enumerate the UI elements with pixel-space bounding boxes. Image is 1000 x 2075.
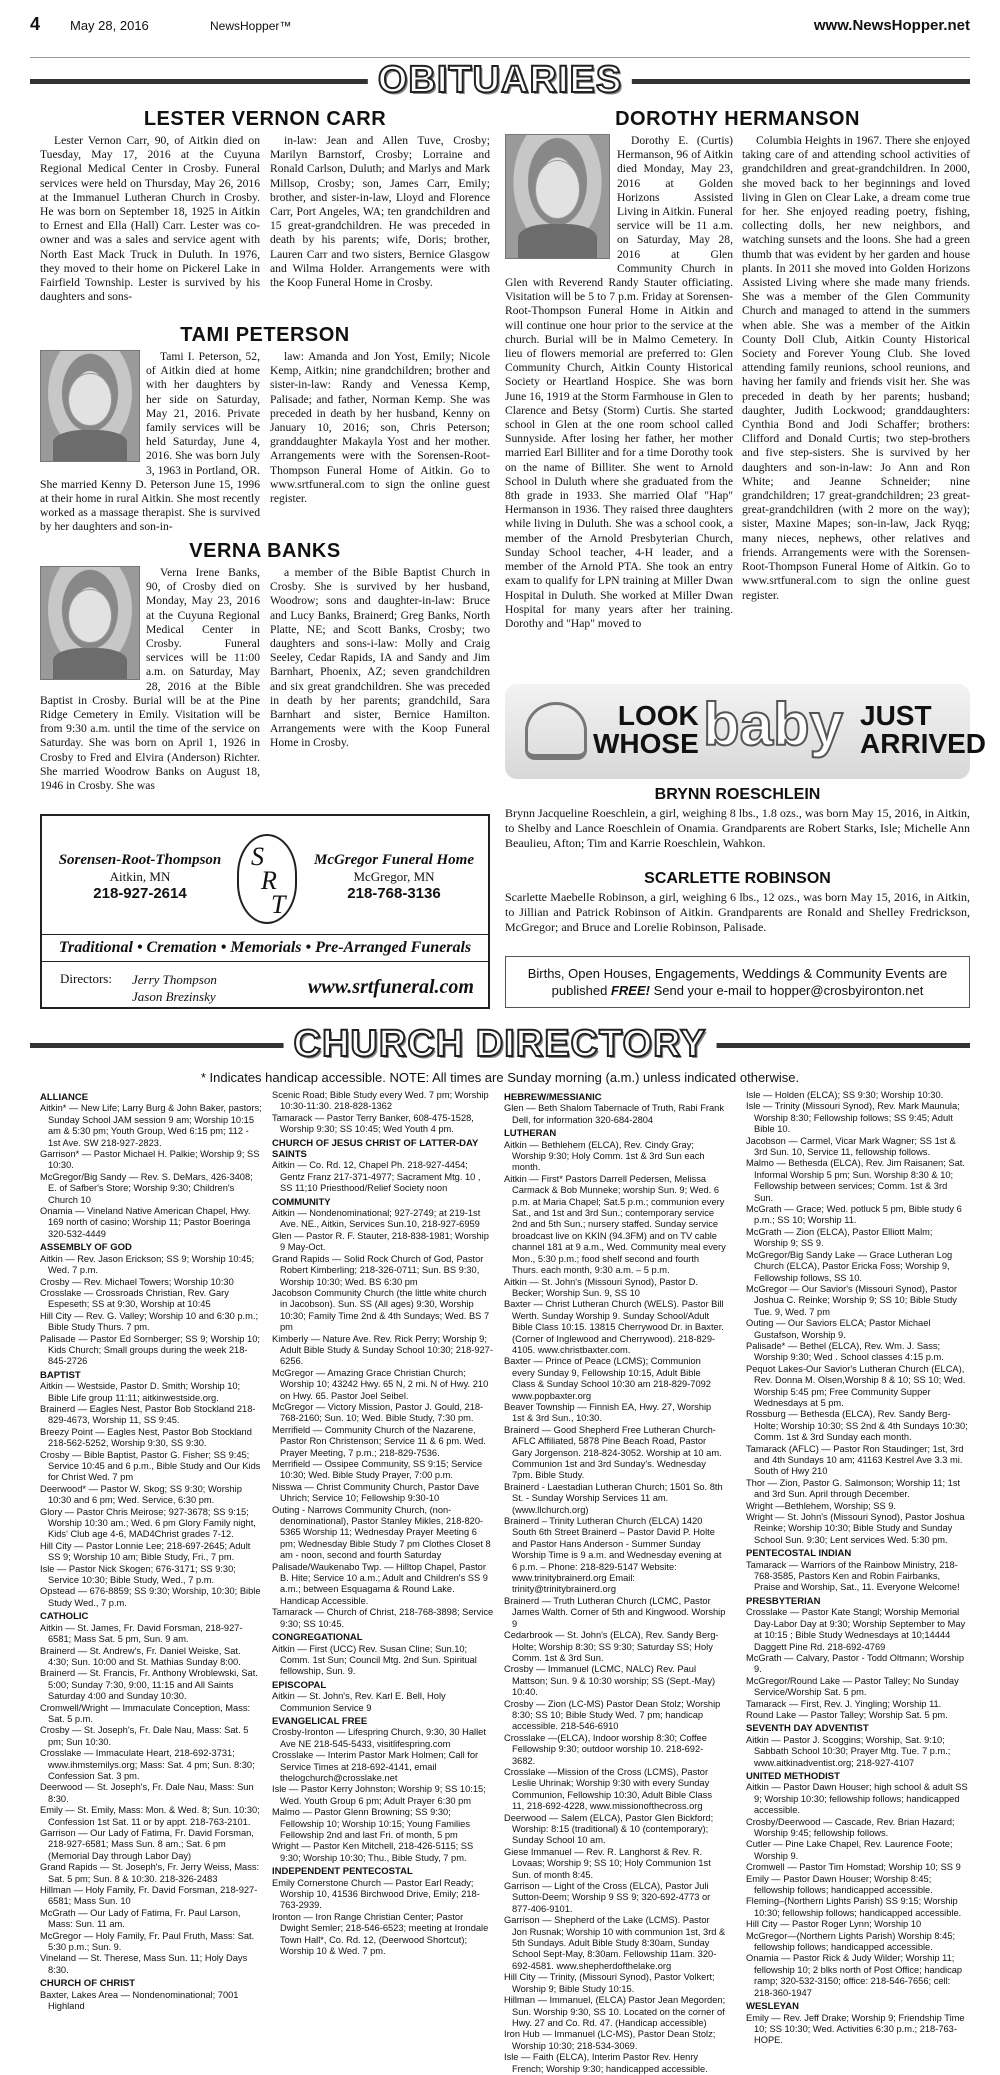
church-listing: Aitkin — Pastor J. Scoggins; Worship, Sat. 9:10; Sabbath School 10:30; Prayer Mtg. Tue. 7 p.m.; www.aitkinadventist.org; 218-927-4107 bbox=[746, 1734, 951, 1768]
church-listing: Aitkin — First (UCC) Rev. Susan Cline; Sun.10; Comm. 1st Sun; Council Mtg. 2nd Sun. Spiritual fellowship, Sun. 9. bbox=[272, 1643, 477, 1677]
church-listing: Beaver Township — Finnish EA, Hwy. 27, Worship 1st & 3rd Sun., 10:30. bbox=[504, 1401, 712, 1424]
church-listing: Wright — St. John's (Missouri Synod), Pastor Joshua Reinke; Worship 10:30; Bible Study and Sunday School Sun. 9:30; Lent services Wed. 5:30 pm. bbox=[746, 1512, 965, 1545]
ad-services: Traditional • Cremation • Memorials • Pre-Arranged Funerals bbox=[42, 934, 488, 962]
church-listing: Brainerd — Truth Lutheran Church (LCMC, Pastor James Walth. Corner of 5th and Kingwood. Worship 9 bbox=[504, 1595, 726, 1629]
denomination-heading: ALLIANCE bbox=[40, 1092, 89, 1103]
church-listing: Crosslake — Pastor Kate Stangl; Worship Memorial Day-Labor Day at 9:30; Worship September to May at 10:15 ; Bible Study Wednesdays at 10;14444 Daggett Pine Rd. 218-692-4769 bbox=[746, 1607, 966, 1652]
church-listing: Crosby — Rev. Michael Towers; Worship 10:30 bbox=[40, 1276, 234, 1287]
church-listing: Aitkin — Westside, Pastor D. Smith; Worship 10; Bible Life group 11:11; aitkinwestside.org. bbox=[40, 1381, 241, 1403]
church-listing: Brainerd — Good Shepherd Free Lutheran Church- AFLC Affiliated, 5878 Pine Beach Road, Pastor Gary Jorgenson. 218-824-3052. Worship at 10 am. Communion 1st and 3rd Sunday's. Wednesday 7pm. Bible Study. bbox=[504, 1424, 722, 1481]
church-listing: Emily — St. Emily, Mass: Mon. & Wed. 8; Sun. 10:30; Confession 1st Sat. 11 or by appt. 218-763-2101. bbox=[40, 1805, 260, 1827]
church-listing: Brainerd – Trinity Lutheran Church (ELCA) 1420 South 6th Street Brainerd – Pastor David P. Holte and Pastor Hans Anderson - Summer Sunday Worship Time is 9 a.m. and Wednesday evening at 6 p.m. – Phone: 218-829-5147 Website: www.trinitybrainerd.org Email: trinity@trinitybrainerd.org bbox=[504, 1516, 722, 1595]
church-listing: Jacobson Community Church (the little white church in Jacobson). Sun. SS (All ages) 9:30, Worship 10:30; Family Time 2nd & 4th Sundays; Wed. BS 7 pm bbox=[272, 1287, 490, 1333]
stroller-icon bbox=[525, 702, 587, 760]
church-listing: Emily — Rev. Jeff Drake; Worship 9; Friendship Time 10; SS 10:30; Wed. Activities 6:30 p.m.; 218-763-HOPE. bbox=[746, 2012, 965, 2046]
church-directory-heading: CHURCH DIRECTORY bbox=[284, 1022, 717, 1066]
church-listing: Hill City — Trinity, (Missouri Synod), Pastor Volkert; Worship 9; Bible Study 10:15. bbox=[504, 1972, 715, 1994]
church-listing: McGregor — Our Savior's (Missouri Synod), Pastor Joshua C. Reinke; Worship 9; SS 10; Bible Study Tue. 9, Wed. 7 pm bbox=[746, 1283, 958, 1317]
church-listing: Wright —Bethlehem, Worship; SS 9. bbox=[746, 1500, 897, 1511]
church-listing: Deerwood — St. Joseph's, Fr. Dale Nau, Mass: Sun 8:30. bbox=[40, 1782, 254, 1804]
church-listing: Aitkin — St. James, Fr. David Forsman, 218-927-6581; Mass Sat. 5 pm, Sun. 9 am. bbox=[40, 1622, 243, 1645]
church-listing: Isle — Holden (ELCA); SS 9:30; Worship 10:30. bbox=[746, 1090, 944, 1100]
birth-text-1: Brynn Jacqueline Roeschlein, a girl, weighing 8 lbs., 1.8 ozs., was born May 15, 2016, in Aitkin, to Shelby and Lance Roeschlein of Onamia. Grandparents are Robert Starks, Isle; Michelle Ann Beaulieu, Afton; Tim and Karrie Roeschlein, Wahkon. bbox=[505, 806, 970, 850]
church-listing: Crosslake — Interim Pastor Mark Holmen; Call for Service Times at 218-692-4141, email thelogchurch@crosslake.net bbox=[272, 1750, 479, 1783]
banner-look: LOOK WHOSE bbox=[593, 700, 699, 759]
obituary-name-banks: VERNA BANKS bbox=[189, 540, 341, 562]
director-1: Jerry Thompson bbox=[132, 972, 217, 987]
issue-date: May 28, 2016 bbox=[70, 18, 149, 33]
church-listing: Cutler — Pine Lake Chapel, Rev. Laurence Foote; Worship 9. bbox=[746, 1839, 953, 1861]
church-listing: Ironton — Iron Range Christian Center; Pastor Dwight Semler; 218-546-6523; meeting at Irondale Town Hall*, Co. Rd. 12, (Deerwood Shortcut); Worship 10 & Wed. 7 pm. bbox=[272, 1911, 489, 1957]
church-listing: Baxter — Christ Lutheran Church (WELS). Pastor Bill Werth. Sunday Worship 9. Sunday School/Adult Bible Class 10:15. 13815 Cherrywood Dr. in Baxter. (Corner of Inglewood and Cherrywood). 218-829-4105. www.christbaxter.com. bbox=[504, 1299, 724, 1355]
denomination-heading: EVANGELICAL FREE bbox=[272, 1715, 368, 1727]
directory-column-4 bbox=[746, 1090, 968, 2046]
church-listing: Aitkin* — New Life; Larry Burg & John Baker, pastors; Sunday School JAM session 9 am; Worship 10:15 am & 5:30 pm; Youth Group, Wed 6:15 pm; 112 - 1st Ave. SW 218-927-2823. bbox=[40, 1103, 262, 1148]
church-listing: Iron Hub — Immanuel (LC-MS), Pastor Dean Stolz; Worship 10:30; 218-534-3069. bbox=[504, 2029, 716, 2051]
obituary-name-hermanson: DOROTHY HERMANSON bbox=[615, 108, 860, 130]
obituary-text-peterson-col1: Tami I. Peterson, 52, of Aitkin died at home with her daughters by her side on Saturday, May 21, 2016. Private family services will be held Saturday, June 4, 2016. She was born July 3, 1963 in Portland, OR. She married Kenny D. Peterson June 15, 1996 at their home in rural Aitkin. She most recently worked as a massage therapist. She is survived by her daughters and son-in- bbox=[40, 350, 260, 534]
church-listing: Brainerd — St. Andrew's, Fr. Daniel Weiske, Sat. 4:30; Sun. 10:00 and St. Mathias Sunday 8:00. bbox=[40, 1645, 241, 1667]
church-listing: McGregor/Round Lake — Pastor Talley; No Sunday Service/Worship Sat. 5 pm. bbox=[746, 1675, 959, 1698]
church-listing: Palisade* — Bethel (ELCA), Rev. Wm. J. Sass; Worship 9:30; Wed . School classes 4:15 p.m. bbox=[746, 1340, 944, 1363]
website-link[interactable]: www.NewsHopper.net bbox=[813, 17, 970, 34]
church-listing: Kimberly — Nature Ave. Rev. Rick Perry; Worship 9; Adult Bible Study & Sunday School 10:30; 218-927-6256. bbox=[272, 1333, 493, 1367]
church-listing: Emily — Pastor Dawn Houser; Worship 8:45; fellowship follows; handicapped accessible. bbox=[746, 1873, 933, 1896]
church-listing: Hill City — Pastor Roger Lynn; Worship 10 bbox=[746, 1919, 922, 1930]
church-listing: Isle — Pastor Nick Skogen; 676-3171; SS 9:30; Service 10:30; Bible Study, Wed., 7 p.m. bbox=[40, 1563, 236, 1586]
denomination-heading: INDEPENDENT PENTECOSTAL bbox=[272, 1866, 413, 1878]
church-listing: Crosby — Bible Baptist, Pastor G. Fisher; SS 9:45; Service 10:45 and 6 p.m., Bible Study and Our Kids for Christ Wed. 7 pm bbox=[40, 1449, 261, 1483]
directory-note: * Indicates handicap accessible. NOTE: All times are Sunday morning (a.m.) unless indicated otherwise. bbox=[200, 1070, 800, 1085]
denomination-heading: CHURCH OF CHRIST bbox=[40, 1978, 135, 1990]
church-listing: Aitkin — First* Pastors Darrell Pedersen, Melissa Carmack & Bob Munneke; worship Sun. 9; Wed. 6 p.m. at Maria Chapel; Sat.5 p.m.; communion every Sat., and 1st and 3rd Sun.; contemporary service 2nd and 5th Sun.; nursery staffed. Sunday service broadcast live on KKIN (94.3FM) and on TV cable channel 181 at 9 a.m., Wed. Community meal every Mon., 5:30 p.m.; food shelf second and fourth Thurs. each month, 9:30 a.m. – 5 p.m. bbox=[504, 1173, 726, 1276]
denomination-heading: WESLEYAN bbox=[746, 2001, 799, 2013]
church-listing: Hill City — Rev. G. Valley; Worship 10 and 6:30 p.m.; Bible Study Thurs. 7 pm. bbox=[40, 1310, 259, 1333]
ad-left-phone: 218-927-2614 bbox=[93, 885, 187, 902]
church-listing: Grand Rapids — Solid Rock Church of God, Pastor Robert Kimberling; 218-326-0711; Sun. BS 9:30, Worship 10:30; Wed. BS 6:30 pm bbox=[272, 1253, 484, 1287]
church-listing: Round Lake — Pastor Talley; Worship Sat. 5 pm. bbox=[746, 1709, 948, 1720]
church-listing: Nisswa — Christ Community Church, Pastor Dave Uhrich; Service 10; Fellowship 9:30-10 bbox=[272, 1481, 480, 1504]
obituary-text-carr-col2: in-law: Jean and Allen Tuve, Crosby; Marilyn Barnstorf, Crosby; Lorraine and Ronald Carlson, Duluth; and Marlys and Mark Millsop, Crosby; son, James Carr, Emily; brother, and sister-in-law, Lloyd and Florence Carr, Port Angeles, WA; ten grandchildren and 15 great-grandchildren. He was preceded in death by his parents; wife, Doris; brother, Lauren Carr and two sisters, Bernice Glasgow and Wilma Holder. Arrangements were with the Koop Funeral Home in Crosby. bbox=[270, 134, 490, 290]
denomination-heading: CHURCH OF JESUS CHRIST OF LATTER-DAY SAINTS bbox=[272, 1137, 479, 1161]
baby-banner bbox=[505, 684, 987, 779]
church-listing: Garrison* — Pastor Michael H. Palkie; Worship 9; SS 10:30. bbox=[40, 1149, 260, 1171]
denomination-heading: PRESBYTERIAN bbox=[746, 1595, 821, 1607]
church-listing: McGregor — Holy Family, Fr. Paul Fruth, Mass: Sat. 5:30 p.m.; Sun. 9. bbox=[40, 1930, 255, 1953]
church-listing: McGrath — Our Lady of Fatima, Fr. Paul Larson, Mass: Sun. 11 am. bbox=[40, 1907, 241, 1930]
church-listing: Giese Immanuel — Rev. R. Langhorst & Rev. R. Lovaas; Worship 9; SS 10; Holy Communion 1st Sun. of month 8:45. bbox=[504, 1846, 711, 1880]
church-directory-banner bbox=[30, 1022, 970, 1068]
church-listing: Aitkin — Pastor Dawn Houser; high school & adult SS 9; Worship 10:30; fellowship follows; handicapped accessible. bbox=[746, 1782, 968, 1816]
church-listing: McGregor/Big Sandy Lake — Grace Lutheran Log Church (ELCA), Pastor Ericka Foss; Worship 9, Fellowship follows, SS 10. bbox=[746, 1249, 953, 1283]
church-listing: Aitkin — St. John's, Rev. Karl E. Bell, Holy Communion Service 9 bbox=[272, 1691, 446, 1713]
church-listing: Glory — Pastor Chris Meirose; 927-3678; SS 9:15; Worship 10:30 am.; Wed. 6 pm Glory Family night, Kids' Club age 4-6, MAD4Christ grades 7-12. bbox=[40, 1506, 256, 1540]
church-listing: Tamarack — Pastor Terry Banker, 608-475-1528, Worship 9:30; SS 10:45; Wed Youth 4 pm. bbox=[272, 1112, 474, 1135]
banner-baby: baby bbox=[703, 691, 844, 758]
paper-name: NewsHopper™ bbox=[210, 19, 292, 33]
denomination-heading: LUTHERAN bbox=[504, 1128, 557, 1140]
church-listing: Garrison — Our Lady of Fatima, Fr. David Forsman, 218-927-6581; Mass Sun. 8 am.; Sat. 6 pm (Memorial Day through Labor Day) bbox=[40, 1828, 254, 1861]
church-listing: Tamarack — First, Rev. J. Yingling; Worship 11. bbox=[746, 1698, 942, 1709]
church-listing: Onamia — Pastor Rick & Judy Wilder; Worship 11; fellowship 10; 2 blks north of Post Office; handicap ramp; 320-532-3150; office: 218-546-7656; cell: 218-360-1947 bbox=[746, 1953, 963, 1998]
church-listing: Deerwood* — Pastor W. Skog; SS 9:30; Worship 10:30 and 6 pm; Wed. Service, 6:30 pm. bbox=[40, 1483, 242, 1506]
ad-directors: Directors: Jerry Thompson Jason Brezinsky bbox=[60, 971, 217, 1004]
church-listing: Grand Rapids — St. Joseph's, Fr. Jerry Weiss, Mass: Sat. 5 pm; Sun. 8 & 10:30. 218-326-2483 bbox=[40, 1862, 260, 1884]
church-listing: Crosslake —(ELCA), Indoor worship 8:30; Coffee Fellowship 9:30; outdoor worship 10. 218-692-3682. bbox=[504, 1732, 707, 1766]
church-listing: Crosslake — Immaculate Heart, 218-692-3731; www.ihmstemilys.org; Mass: Sat. 4 pm; Sun. 8:30; Confession Sat. 3 pm. bbox=[40, 1748, 255, 1781]
denomination-heading: COMMUNITY bbox=[272, 1196, 331, 1208]
church-listing: Glen — Beth Shalom Tabernacle of Truth, Rabi Frank Dell, for information 320-684-2804 bbox=[504, 1103, 724, 1125]
church-listing: Garrison — Shepherd of the Lake (LCMS). Pastor Jon Rusnak; Worship 10 with communion 1st, 3rd & 5th Sundays. Adult Bible Study 8:30am, Sunday School Sept-May, 8:30am. Fellowship 11am. 320-692-4581. www.shepherdofthelake.org bbox=[504, 1915, 726, 1971]
church-listing: Opstead — 676-8859; SS 9:30; Worship, 10:30; Bible Study Wed., 7 p.m. bbox=[40, 1586, 261, 1608]
church-listing: Pequot Lakes-Our Savior's Lutheran Church (ELCA), Rev. Donna M. Olsen,Worship 8 & 10; SS 10; Wed. Worship 5:45 pm; Free Community Supper Wednesdays at 5 pm. bbox=[746, 1363, 966, 1408]
church-listing: Scenic Road; Bible Study every Wed. 7 pm; Worship 10:30-11:30. 218-828-1362 bbox=[272, 1090, 489, 1112]
denomination-heading: PENTECOSTAL INDIAN bbox=[746, 1548, 852, 1560]
birth-name-2: SCARLETTE ROBINSON bbox=[644, 870, 831, 887]
church-listing: Emily Cornerstone Church — Pastor Earl Ready; Worship 10, 41536 Birchwood Drive, Emily; 218-763-2939. bbox=[272, 1877, 480, 1911]
church-listing: Hillman — Holy Family, Fr. David Forsman, 218-927-6581; Mass Sun. 10 bbox=[40, 1885, 258, 1907]
obituaries-banner bbox=[30, 58, 970, 104]
church-listing: Aitkin — Co. Rd. 12, Chapel Ph. 218-927-4454; Gentz Franz 217-371-4977; Sacrament Mtg. 10 , SS 11;10 Priesthood/Relief Society noon bbox=[272, 1160, 481, 1194]
ad-right-city: McGregor, MN bbox=[353, 869, 435, 884]
church-listing: Aitkin — St. John's (Missouri Synod), Pastor D. Becker; Worship Sun. 9, SS 10 bbox=[504, 1276, 698, 1298]
srt-logo: S R T bbox=[237, 834, 297, 924]
church-listing: Hillman — Immanuel, (ELCA) Pastor Jean Megorden; Sun. Worship 9:30, SS 10. Located on the corner of Hwy. 27 and Co. Rd. 47. (Handicap accessible) bbox=[504, 1995, 726, 2028]
church-listing: Crosby — St. Joseph's, Fr. Dale Nau, Mass: Sat. 5 pm; Sun 10:30. bbox=[40, 1725, 249, 1747]
obituary-text-banks-col2: a member of the Bible Baptist Church in Crosby. She is survived by her husband, Woodrow; sons and daughter-in-law: Bruce and Lucy Banks, Brainerd; Greg Banks, North Platte, NE; and Scott Banks, Crosby; two daughters and sons-i-law: Molly and Craig Seeley, Cedar Rapids, IA and Sandy and Jim Barnhart, Phoenix, AZ; seven grandchildren and six great grandchildren. She was preceded in death by her parents; grandchild, Sara Barnhart and sister, Bernice Hamilton. Arrangements were with the Koop Funeral Home in Crosby. bbox=[270, 566, 490, 750]
church-listing: Fleming–(Northern Lights Parish) SS 9:15; Worship 10:30; fellowship follows; handicapped accessible. bbox=[746, 1896, 962, 1918]
ad-website[interactable]: www.srtfuneral.com bbox=[308, 976, 474, 998]
banner-just: JUST ARRIVED bbox=[860, 700, 987, 759]
church-listing: Crosslake — Crossroads Christian, Rev. Gary Espeseth; SS at 9:30, Worship at 10:45 bbox=[40, 1287, 229, 1310]
submissions-notice: Births, Open Houses, Engagements, Weddings & Community Events are published FREE! Send your e-mail to hopper@crosbyironton.net bbox=[505, 956, 970, 1008]
page-header bbox=[30, 14, 970, 58]
church-listing: Crosby/Deerwood — Cascade, Rev. Brian Hazard; Worship 9:45; fellowship follows. bbox=[746, 1816, 955, 1838]
church-listing: Tamarack — Warriors of the Rainbow Ministry, 218-768-3585, Pastors Ken and Robin Fairbanks, Praise and Worship, Sat., 11. Everyone Welcome! bbox=[746, 1559, 960, 1593]
obituary-text-carr-col1: Lester Vernon Carr, 90, of Aitkin died on Tuesday, May 17, 2016 at the Cuyuna Regional Medical Center in Crosby. Funeral services were held on Thursday, May 26, 2016 at the Immanuel Lutheran Church in Crosby. He was born on September 18, 1925 in Aitkin to Ernest and Ella (Hall) Carr. Lester was co-owner and was a sales and service agent with North East Mack Truck in Duluth. In 1976, they moved to their home on Pickerel Lake in Fairfield Township. Lester is survived by his daughters and sons- bbox=[40, 134, 260, 304]
church-listing: Cromwell/Wright — Immaculate Conception, Mass: Sat. 5 p.m. bbox=[40, 1702, 251, 1724]
church-listing: Malmo — Pastor Glenn Browning; SS 9:30; Fellowship 10; Worship 10:15; Young Families Fellowship 2nd and last Fri. of month, 5 pm bbox=[272, 1807, 471, 1840]
church-listing: Wright — Pastor Ken Mitchell, 218-426-5115; SS 9:30; Worship 10:30; Thu., Bible Study, 7 pm. bbox=[272, 1841, 474, 1863]
church-listing: Cedarbrook — St. John's (ELCA), Rev. Sandy Berg-Holte; Worship 8:30; SS 9:30; Saturday SS; Holy Comm. 1st & 3rd Sun. bbox=[504, 1630, 719, 1663]
church-listing: Vineland — St. Therese, Mass Sun. 11; Holy Days 8:30. bbox=[40, 1953, 248, 1975]
church-listing: Merrifield — Ossipee Community, SS 9:15; Service 10:30; Wed. Bible Study Prayer, 7:00 p.m. bbox=[272, 1459, 483, 1481]
church-listing: Baxter, Lakes Area — Nondenominational; 7001 Highland bbox=[40, 1989, 239, 2012]
church-listing: Isle — Pastor Kerry Johnston; Worship 9; SS 10:15; Wed. Youth Group 6 pm; Adult Prayer 6:30 pm bbox=[272, 1784, 486, 1806]
denomination-heading: HEBREW/MESSIANIC bbox=[504, 1092, 602, 1103]
obituary-text-hermanson-col1: Dorothy E. (Curtis) Hermanson, 96 of Aitkin died Monday, May 23, 2016 at Golden Horizons Assisted Living in Aitkin. Funeral service will be 11 a.m. on Saturday, May 28, 2016 at Glen Community Church in Glen with Reverend Randy Stauter officiating. Visitation will be 5 to 7 p.m. Friday at Sorensen-Root-Thompson Funeral Home in Aitkin and will continue one hour prior to the service at the church. Burial will be in Malmo Cemetery. In lieu of flowers memorial are preferred to: Glen Community Church, Aitkin County Historical Society or Heartland Hospice. She was born June 16, 1919 at the Storm Farmhouse in Glen to Clarence and Betsy (Storm) Curtis. She started school in Glen at the one room school called Sunnyside. After losing her father, her mother married Earl Billiter and for a time Dorothy took on the name of Billiter. She went to Arnold School in Duluth where she graduated from the 8th grade in 1933. She married Olaf "Hap" Hermanson in 1936. They raised three daughters while living in Duluth. She was a school cook, a member of the Arnold Presbyterian Church, Sunday School teacher, 4-H leader, and a member of the Arnold PTA. She took an entry exam to qualify for LPN training at Miller Dwan Hospital in Duluth. She worked at Miller Dwan Hospital for many years after her training. Dorothy and "Hap" moved to bbox=[505, 134, 733, 630]
church-listing: Glen — Pastor R. F. Stauter, 218-838-1981; Worship 9 May-Oct. bbox=[272, 1230, 489, 1253]
directory-column-1 bbox=[40, 1090, 262, 2012]
church-listing: Isle — Trinity (Missouri Synod), Rev. Mark Maunula; Worship 8:30; Fellowship follows; SS 9:45; Adult Bible 10. bbox=[746, 1101, 960, 1135]
church-listing: Garrison — Light of the Cross (ELCA), Pastor Juli Sutton-Deem; Worship 9 SS 9; 320-692-4773 or 877-406-9101. bbox=[504, 1881, 711, 1914]
church-listing: Merrifield — Community Church of the Nazarene, Pastor Ron Christenson; Service 11 & 6 pm. Wed. Prayer Meeting, 7 p.m.; 218-829-7536. bbox=[272, 1424, 486, 1458]
church-listing: McGregor — Victory Mission, Pastor J. Gould, 218-768-2160; Sun. 10; Wed. Bible Study, 7:30 pm. bbox=[272, 1401, 484, 1424]
church-listing: Palisade — Pastor Ed Sornberger; SS 9; Worship 10; Kids Church; Small groups during the week 218-845-2726 bbox=[40, 1333, 260, 1367]
denomination-heading: EPISCOPAL bbox=[272, 1679, 327, 1691]
church-listing: Deerwood — Salem (ELCA), Pastor Glen Bickford; Worship: 8:15 (traditional) & 10 (contemporary); Sunday School 10 am. bbox=[504, 1812, 714, 1846]
church-listing: McGregor/Big Sandy — Rev. S. DeMars, 426-3408; E. of Safber's Store; Worship 9:30; Children's Church 10 bbox=[40, 1171, 253, 1205]
church-listing: McGrath — Grace; Wed. potluck 5 pm, Bible study 6 p.m.; SS 10; Worship 11. bbox=[746, 1204, 962, 1226]
church-listing: Aitkin — Bethlehem (ELCA), Rev. Cindy Gray; Worship 9:30; Holy Comm. 1st & 3rd Sun each month. bbox=[504, 1139, 705, 1173]
church-listing: Outing — Our Saviors ELCA; Pastor Michael Gustafson, Worship 9. bbox=[746, 1318, 931, 1340]
birth-name-1: BRYNN ROESCHLEIN bbox=[654, 786, 821, 803]
denomination-heading: UNITED METHODIST bbox=[746, 1770, 840, 1782]
funeral-home-ad bbox=[40, 814, 490, 1009]
church-listing: McGrath — Calvary, Pastor - Todd Oltmann; Worship 9. bbox=[746, 1652, 965, 1675]
church-listing: Baxter — Prince of Peace (LCMS); Communion every Sunday 9, Fellowship 10:15, Adult Bible Class & Sunday School 10:30 am 218-829-7092 www.popbaxter.org bbox=[504, 1356, 711, 1401]
church-listing: Crosslake —Mission of the Cross (LCMS), Pastor Leslie Uhrinak; Worship 9:30 with every Sunday Communion, Fellowship 10:30, Adult Bible Class 11, 218-692-4228, www.missionofthecross.org bbox=[504, 1766, 712, 1812]
church-listing: Palisade/Waukenabo Twp. — Hilltop Chapel, Pastor B. Hite; Service 10 a.m.; Adult and Children's SS 9 a.m.; between Esquagama & Round Lake. Handicap Accessible. bbox=[272, 1561, 488, 1606]
church-listing: Thor — Zion, Pastor G. Salmonson; Worship 11; 1st and 3rd Sun. April through December. bbox=[746, 1477, 961, 1500]
church-listing: Aitkin — Nondenominational; 927-2749; at 219-1st Ave. NE., Aitkin, Services Sun.10, 218-927-6959 bbox=[272, 1208, 481, 1230]
church-listing: Outing - Narrows Community Church, (non-denominational), Pastor Stanley Mikles, 218-820-5365 Worship 11; Wednesday Prayer Meeting 6 pm; Wednesday Bible Study 7 pm Clothes Closet 8 am - noon, second and fourth Saturday bbox=[272, 1504, 491, 1561]
obituaries-heading: OBITUARIES bbox=[368, 58, 632, 102]
page-number: 4 bbox=[30, 14, 41, 34]
church-listing: Jacobson — Carmel, Vicar Mark Wagner; SS 1st & 3rd Sun. 10, Service 11, fellowship follows. bbox=[746, 1135, 956, 1158]
denomination-heading: CONGREGATIONAL bbox=[272, 1632, 363, 1644]
denomination-heading: BAPTIST bbox=[40, 1369, 81, 1381]
church-listing: Breezy Point — Eagles Nest, Pastor Bob Stockland 218-562-5252, Worship 9:30, SS 9:30. bbox=[40, 1426, 252, 1449]
church-listing: Tamarack — Church of Christ, 218-768-3898; Service 9:30; SS 10:45. bbox=[272, 1607, 494, 1629]
obituary-text-peterson-col2: law: Amanda and Jon Yost, Emily; Nicole Kemp, Aitkin; nine grandchildren; brother and sister-in-law: Randy and Venessa Kemp, Palisade; and father, Norman Kemp. She was preceded in death by her husband, Kenny on January 10, 2016; son, Chris Peterson; granddaughter Makayla Yost and her mother. Arrangements were with the Sorensen-Root-Thompson Funeral Home of Aitkin. Go to www.srtfuneral.com to sign the online guest register. bbox=[270, 350, 490, 506]
church-listing: Brainerd - Laestadian Lutheran Church; 1501 So. 8th St. - Sunday Worship Services 11 am. (www.llchurch.org) bbox=[504, 1481, 723, 1515]
obituary-name-carr: LESTER VERNON CARR bbox=[143, 108, 387, 130]
church-listing: Aitkin — Rev. Jason Erickson; SS 9; Worship 10:45; Wed. 7 p.m. bbox=[40, 1253, 255, 1276]
ad-right-phone: 218-768-3136 bbox=[347, 885, 441, 902]
denomination-heading: SEVENTH DAY ADVENTIST bbox=[746, 1723, 869, 1735]
church-listing: Brainerd — St. Francis, Fr. Anthony Wroblewski, Sat. 5:00; Sunday 7:30, 9:00, 11:15 and All Saints Saturday 4:00 and Sunday 10:30. bbox=[40, 1668, 258, 1702]
birth-text-2: Scarlette Maebelle Robinson, a girl, weighing 6 lbs., 12 ozs., was born May 15, 2016, in Aitkin, to Jillian and Patrick Robinson of Aitkin. Grandparents are Ronald and Shelley Fredrickson, McGregor; and Bruce and Lorelie Robinson, Palisade. bbox=[505, 890, 970, 934]
church-listing: Hill City — Pastor Lonnie Lee; 218-697-2645; Adult SS 9; Worship 10 am; Bible Study, Fri., 7 pm. bbox=[40, 1540, 251, 1563]
free-label: FREE! bbox=[610, 983, 650, 998]
church-listing: Isle — Faith (ELCA), Interim Pastor Rev. Henry French; Worship 9:30; handicapped accessible. bbox=[504, 2052, 708, 2074]
church-listing: Onamia — Vineland Native American Chapel, Hwy. 169 north of casino; Worship 11; Pastor Boeringa 320-532-4449 bbox=[40, 1206, 251, 1239]
church-listing: Crosby — Immanuel (LCMC, NALC) Rev. Paul Mattson; Sun. 9 & 10:30 worship; SS (Sept.-May) 10:40. bbox=[504, 1664, 716, 1698]
obituary-text-banks-col1: Verna Irene Banks, 90, of Crosby died on Monday, May 23, 2016 at the Cuyuna Regional Medical Center in Crosby. Funeral services will be 11:00 a.m. on Saturday, May 28, 2016 at the Bible Baptist in Crosby. Burial will be at the Pine Ridge Cemetery in Emily. Visitation will be from 9:30 a.m. until the time of the service on Saturday. She was born on April 1, 1926 in Crosby to Fred and Elvira (Anderson) Richter. She married Woodrow Banks on August 18, 1946 in Crosby. She was bbox=[40, 566, 260, 793]
ad-right-home: McGregor Funeral Home McGregor, MN 218-768-3136 bbox=[304, 852, 484, 902]
church-listing: Cromwell — Pastor Tim Homstad; Worship 10; SS 9 bbox=[746, 1862, 961, 1873]
directory-column-3 bbox=[504, 1090, 726, 2074]
church-listing: Crosby-Ironton — Lifespring Church, 9:30, 30 Hallet Ave NE 218-545-5433, visitlifespring.com bbox=[272, 1727, 486, 1749]
church-listing: Crosby — Zion (LC-MS) Pastor Dean Stolz; Worship 8:30; SS 10; Bible Study Wed. 7 pm; handicap accessible. 218-546-6910 bbox=[504, 1698, 721, 1732]
church-listing: McGregor — Amazing Grace Christian Church; Worship 10; 43242 Hwy. 65 N, 2 mi. N of Hwy. 210 on Hwy. 65. Pastor Joel Seibel. bbox=[272, 1367, 489, 1401]
church-listing: Rossburg — Bethesda (ELCA), Rev. Sandy Berg-Holte; Worship 10:30; SS 2nd & 4th Sundays 10:30; Comm. 1st & 3rd Sunday each month. bbox=[746, 1409, 968, 1443]
obituary-name-peterson: TAMI PETERSON bbox=[180, 324, 350, 346]
church-listing: Tamarack (AFLC) — Pastor Ron Staudinger; 1st, 3rd and 4th Sundays 10 am; 41163 Kestrel Ave 3.3 mi. South of Hwy 210 bbox=[746, 1443, 964, 1477]
denomination-heading: CATHOLIC bbox=[40, 1611, 89, 1623]
denomination-heading: ASSEMBLY OF GOD bbox=[40, 1242, 132, 1254]
ad-left-city: Aitkin, MN bbox=[109, 869, 171, 884]
obituary-text-hermanson-col2: Columbia Heights in 1967. There she enjoyed taking care of and attending school activities of grandchildren and great-grandchildren. In 2000, she moved back to her beginnings and loved living in Glen on Clear Lake, a dream come true for her. She enjoyed reading poetry, fishing, collecting dolls, her new neighbors, and watching sunsets and the loons. She had a green thumb that was evident by her garden and house plants. In 2011 she moved into Golden Horizons Assisted Living where she made many friends. She was a member of the Glen Community Church and managed to attend in the summers when able. She was a member of the Aitkin County Doll Club, Aitkin County Historical Society and Forever Young Club. She loved attending family reunions, school reunions, and having her family and friends visit her. She was preceded in death by her parents; husband; daughter, Judith Lockwood; granddaughters: Cynthia Bond and Jodi Schaffer; brothers: Clifford and Donald Curtis; two step-brothers and five step-sisters. She is survived by her daughters and son-in-law: Jo Ann and Ron White; and Jeanne Schneider; nine grandchildren; 17 great-grandchildren; 23 great-great-grandchildren (with 2 more on the way); sister, Maxine Mapes; son-in-law, Jack Ryqg; many nieces, nephews, other relatives and friends. Arrangements were with the Sorensen-Root-Thompson Funeral Home of Aitkin. Go to www.srtfuneral.com to sign the online guest register. bbox=[742, 134, 970, 602]
directory-column-2 bbox=[272, 1090, 494, 1960]
church-listing: McGrath — Zion (ELCA), Pastor Elliott Malm; Worship 9; SS 9. bbox=[746, 1226, 933, 1249]
church-listing: Malmo — Bethesda (ELCA), Rev. Jim Raisanen; Sat. Informal Worship 5 pm; Sun. Worship 8:30 & 10; Fellowship between services; Comm. 1st & 3rd Sun. bbox=[746, 1158, 965, 1203]
church-listing: Brainerd — Eagles Nest, Pastor Bob Stockland 218-829-4673, Worship 11, SS 9:45. bbox=[40, 1403, 256, 1426]
director-2: Jason Brezinsky bbox=[132, 989, 216, 1004]
ad-left-home: Sorensen-Root-Thompson Aitkin, MN 218-927-2614 bbox=[50, 852, 230, 902]
church-listing: McGregor—(Northern Lights Parish) Worship 8:45; fellowship follows; handicapped accessible. bbox=[746, 1930, 956, 1953]
